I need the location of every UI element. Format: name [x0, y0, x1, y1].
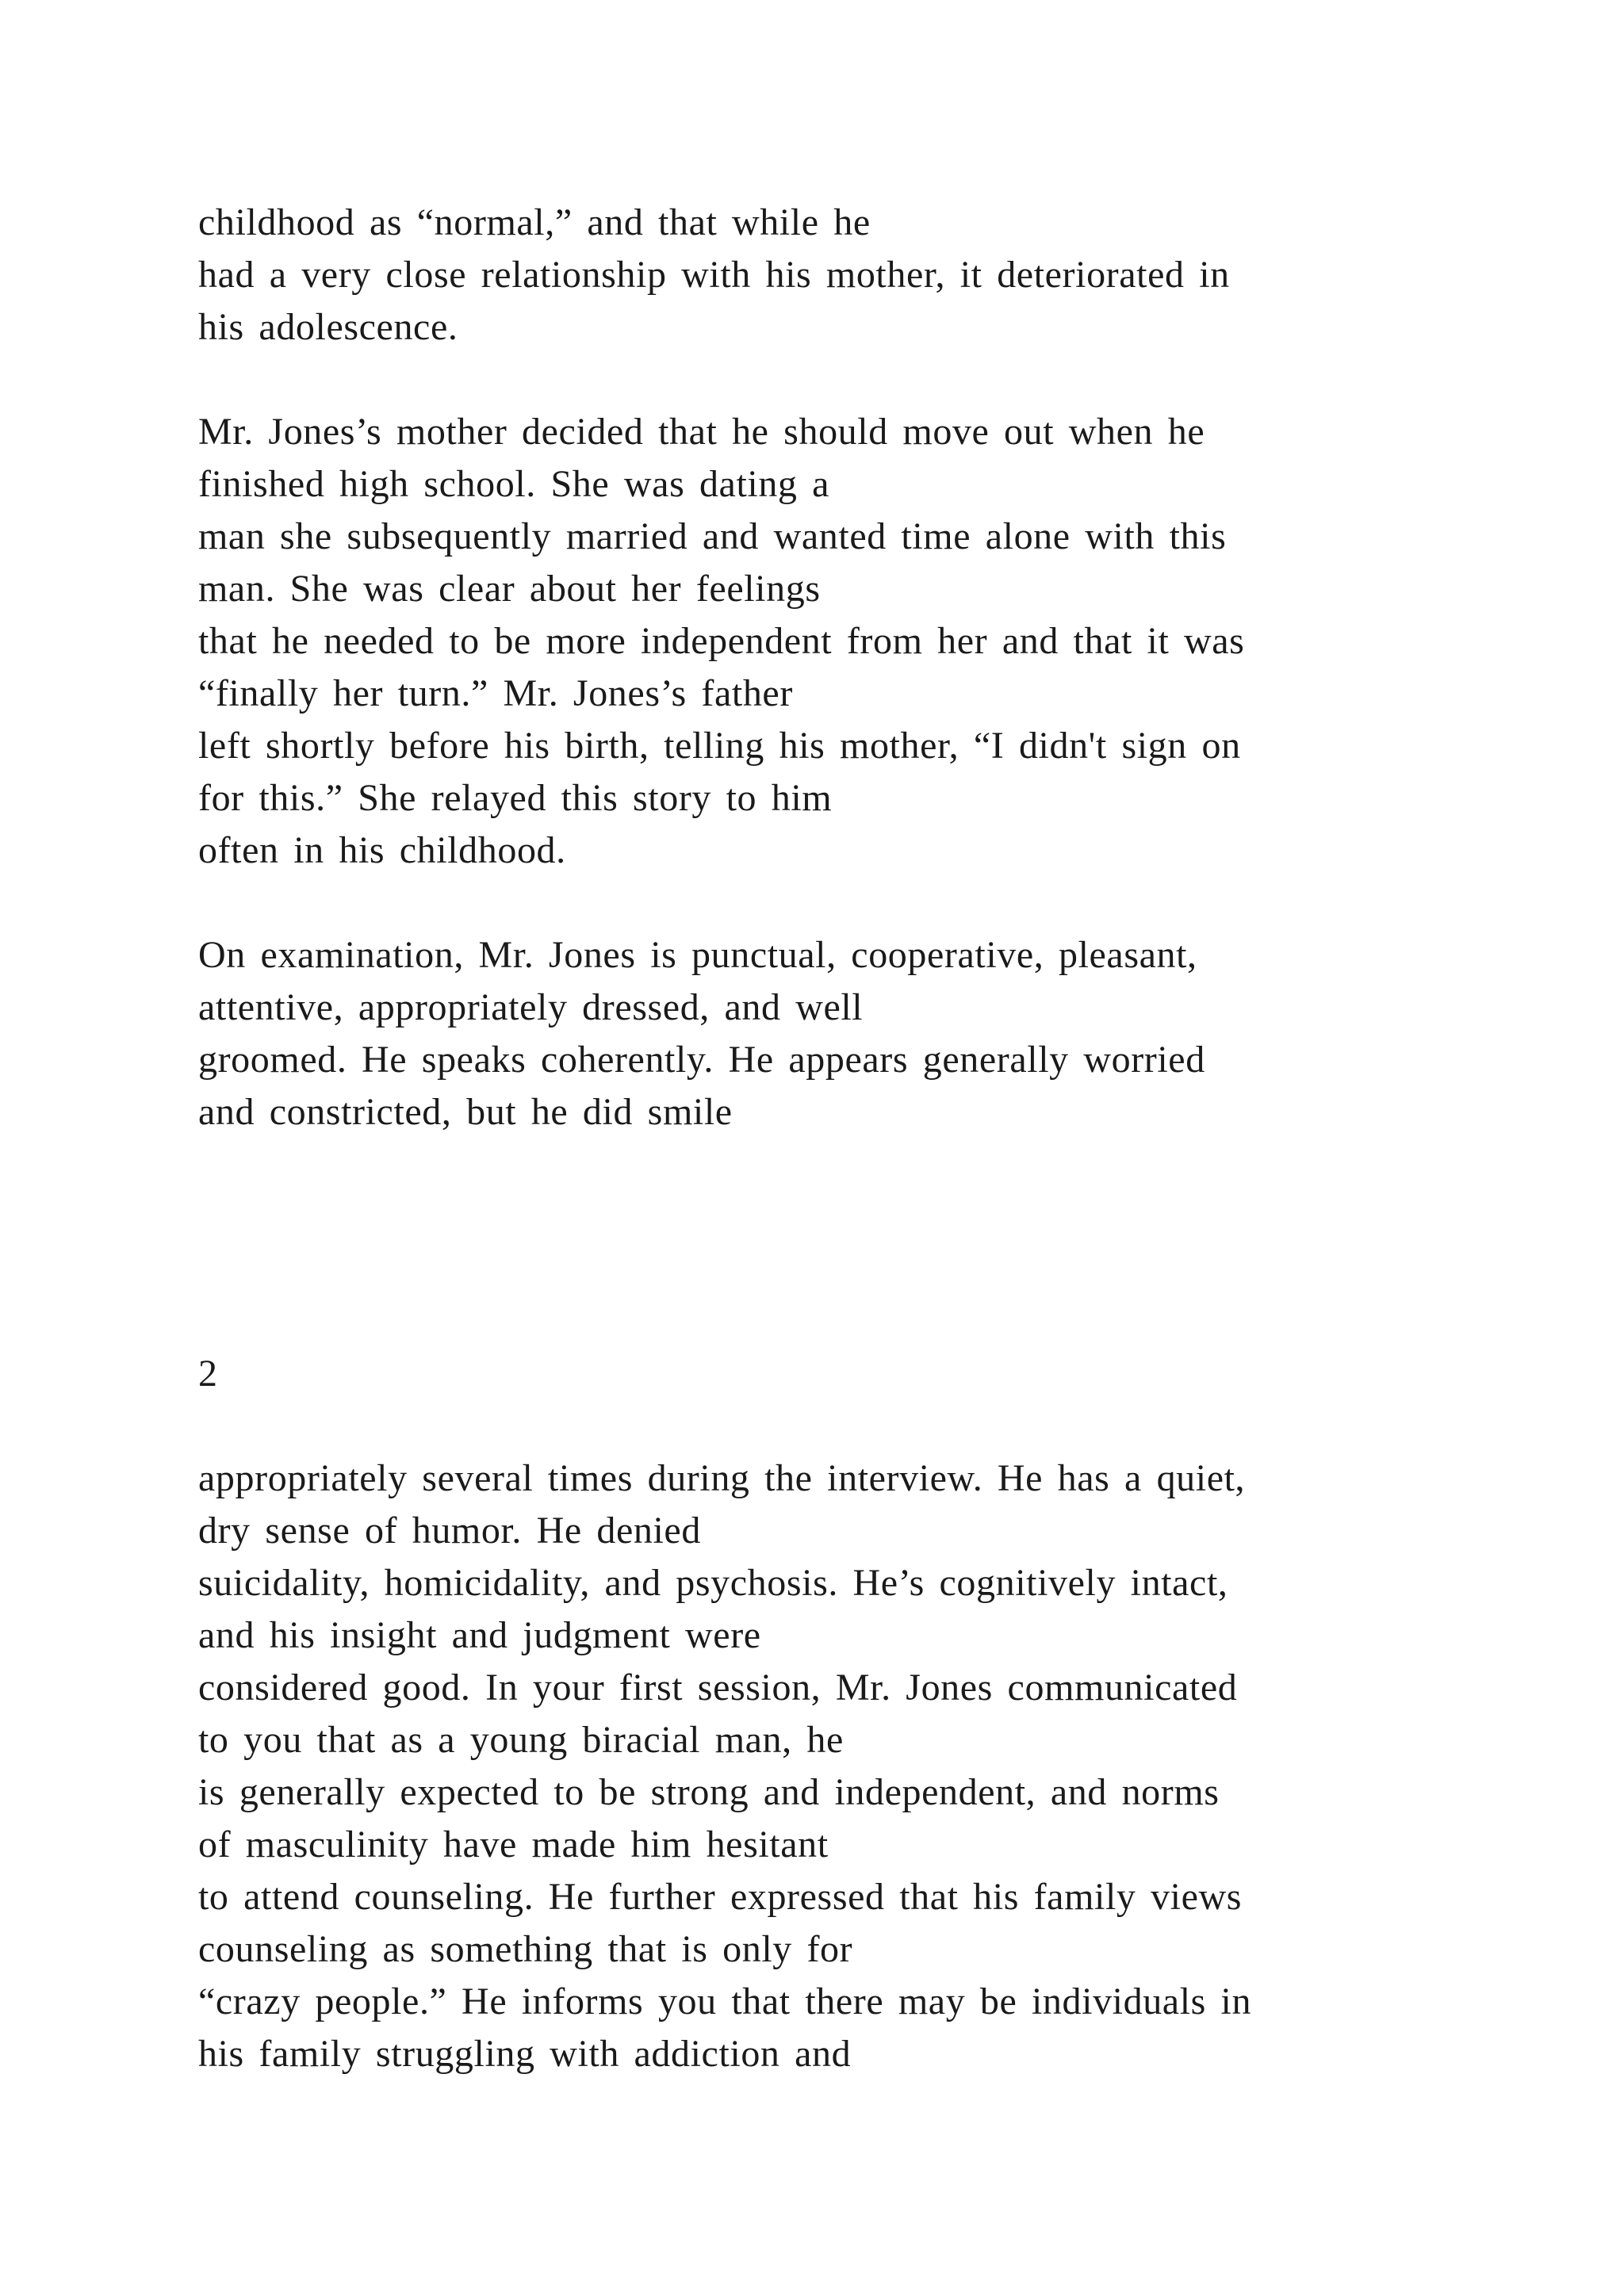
text-line: “crazy people.” He informs you that there may be individuals in — [198, 1980, 1252, 2022]
text-line: appropriately several times during the interview. He has a quiet, — [198, 1457, 1246, 1499]
text-line: man. She was clear about her feelings — [198, 568, 821, 610]
text-line: for this.” She relayed this story to him — [198, 777, 833, 819]
text-line: counseling as something that is only for — [198, 1928, 853, 1970]
text-line: dry sense of humor. He denied — [198, 1510, 701, 1552]
text-line: On examination, Mr. Jones is punctual, cooperative, pleasant, — [198, 934, 1197, 976]
text-line: Mr. Jones’s mother decided that he should move out when he — [198, 411, 1205, 453]
text-line: his adolescence. — [198, 306, 458, 348]
text-line: of masculinity have made him hesitant — [198, 1823, 829, 1866]
text-line: and his insight and judgment were — [198, 1614, 761, 1656]
text-line: left shortly before his birth, telling his mother, “I didn't sign on — [198, 725, 1241, 767]
text-line: “finally her turn.” Mr. Jones’s father — [198, 672, 793, 714]
text-line: and constricted, but he did smile — [198, 1091, 733, 1133]
text-line: that he needed to be more independent from her and that it was — [198, 620, 1245, 662]
text-line: to you that as a young biracial man, he — [198, 1719, 844, 1761]
text-line: had a very close relationship with his mother, it deteriorated in — [198, 254, 1230, 296]
text-line: finished high school. She was dating a — [198, 463, 830, 505]
text-line: childhood as “normal,” and that while he — [198, 201, 871, 243]
text-line: attentive, appropriately dressed, and well — [198, 986, 864, 1028]
text-line: groomed. He speaks coherently. He appears generally worried — [198, 1039, 1205, 1081]
page-number: 2 — [198, 1353, 217, 1395]
text-line: his family struggling with addiction and — [198, 2033, 852, 2075]
text-line: man she subsequently married and wanted time alone with this — [198, 515, 1227, 557]
text-line: considered good. In your first session, Mr. Jones communicated — [198, 1667, 1238, 1709]
text-line: is generally expected to be strong and independent, and norms — [198, 1771, 1220, 1813]
text-line: often in his childhood. — [198, 829, 566, 871]
text-line: suicidality, homicidality, and psychosis. He’s cognitively intact, — [198, 1562, 1228, 1604]
text-line: to attend counseling. He further expressed that his family views — [198, 1876, 1243, 1918]
